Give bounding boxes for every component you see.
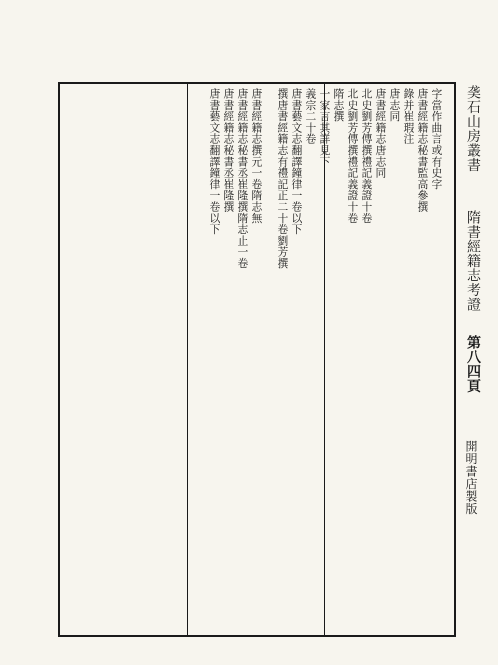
text-column: 唐書經籍志秘書監高參撰 xyxy=(416,88,430,213)
text-column: 唐書經籍志秘書丞崔隆撰隋志止一卷 xyxy=(236,88,250,269)
collection-title: 䶮石山房叢書 xyxy=(465,85,481,172)
text-column: 唐志同 xyxy=(388,88,402,122)
publisher: 開明書店製版 xyxy=(464,440,478,515)
text-column: 唐書經籍志撰元一卷隋志無 xyxy=(250,88,264,224)
text-column: 唐書藝文志翻譯鐘律一卷以下 xyxy=(208,88,222,235)
text-column: 北史劉芳傳撰禮記義證十卷 xyxy=(346,88,360,224)
text-column: 北史劉芳傳撰禮記義證十卷 xyxy=(360,88,374,224)
text-column: 唐書經籍志唐志同 xyxy=(374,88,388,179)
text-column: 字當作曲言或有史字 xyxy=(430,88,444,190)
column-divider xyxy=(187,84,188,635)
text-column: 錄并崔瑕注 xyxy=(402,88,416,145)
text-column: 隋志撰 xyxy=(332,88,346,122)
page-number: 第八四頁 xyxy=(465,335,481,393)
text-column: 一家言其詳見下 xyxy=(318,88,332,168)
text-column: 義宗二十卷 xyxy=(304,88,318,145)
book-title: 隋書經籍志考證 xyxy=(465,210,481,312)
text-column: 撰唐書經籍志有禮記正二十卷劉芳撰 xyxy=(276,88,290,269)
text-column: 唐書藝文志翻譯鐘律一卷以下 xyxy=(290,88,304,235)
text-column: 唐書經籍志秘書丞崔隆撰 xyxy=(222,88,236,213)
